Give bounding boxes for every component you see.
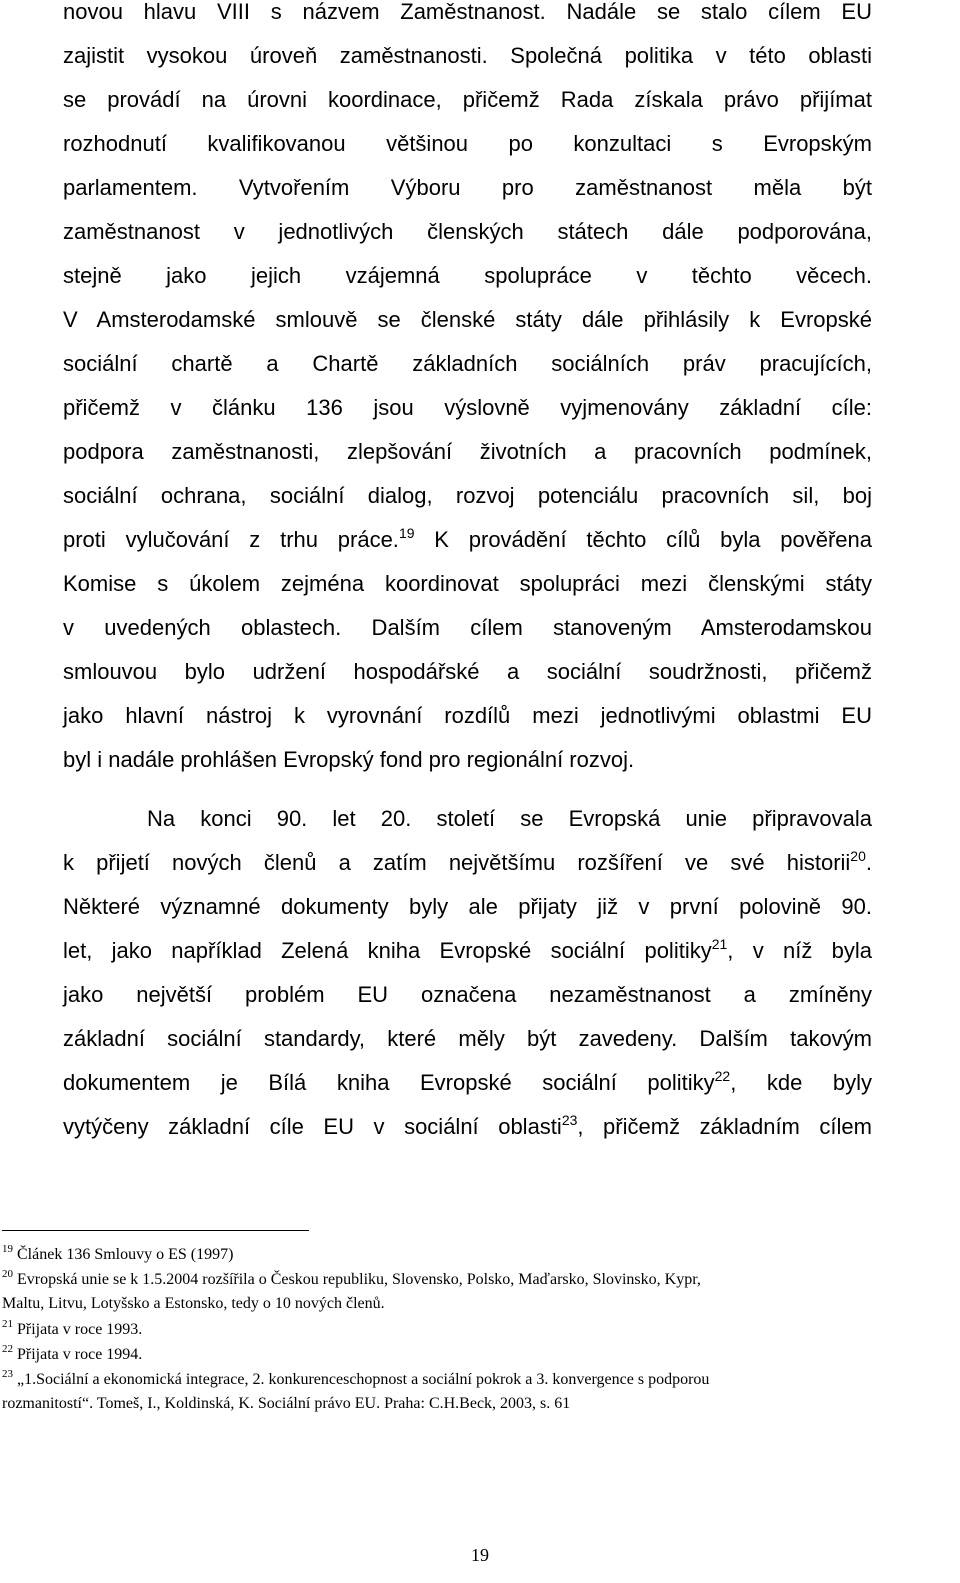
body-line-text: vytýčeny základní cíle EU v sociální oblasti xyxy=(63,1114,562,1139)
body-line: Některé významné dokumenty byly ale přijaty již v první polovině 90. xyxy=(63,894,872,919)
footnote-20-cont: Maltu, Litvu, Lotyšsko a Estonsko, tedy o 10 nových členů. xyxy=(2,1295,385,1312)
footnote-separator xyxy=(2,1230,309,1231)
footnote-ref-22[interactable]: 22 xyxy=(714,1068,731,1084)
body-line-text: k přijetí nových členů a zatím největšímu rozšíření ve své historii xyxy=(63,850,851,875)
footnote-text: Článek 136 Smlouvy o ES (1997) xyxy=(17,1246,234,1263)
footnote-text: „1.Sociální a ekonomická integrace, 2. konkurenceschopnost a sociální pokrok a 3. konvergence s podporou xyxy=(17,1371,710,1388)
body-line xyxy=(63,849,872,877)
body-line: byl i nadále prohlášen Evropský fond pro regionální rozvoj. xyxy=(63,747,635,772)
body-line: jako největší problém EU označena nezaměstnanost a zmíněny xyxy=(63,982,872,1007)
body-line: Komise s úkolem zejména koordinovat spolupráci mezi členskými státy xyxy=(63,571,872,596)
footnote-22 xyxy=(2,1345,952,1365)
footnote-23 xyxy=(2,1370,952,1390)
body-line-text: proti vylučování z trhu práce. xyxy=(63,527,399,552)
body-line: v uvedených oblastech. Dalším cílem stanoveným Amsterodamskou xyxy=(63,615,872,640)
body-line xyxy=(63,1069,872,1097)
body-line-text: , přičemž základním cílem xyxy=(577,1114,872,1139)
footnote-text: Přijata v roce 1994. xyxy=(17,1346,143,1363)
footnote-ref-19[interactable]: 19 xyxy=(398,525,415,541)
footnote-text: Evropská unie se k 1.5.2004 rozšířila o Českou republiku, Slovensko, Polsko, Maďarsko, Slovinsko, Kypr, xyxy=(17,1271,701,1288)
footnote-number: 23 xyxy=(2,1368,13,1380)
footnote-number: 21 xyxy=(2,1318,13,1330)
body-line: sociální ochrana, sociální dialog, rozvoj potenciálu pracovních sil, boj xyxy=(63,483,872,508)
footnote-23-cont: rozmanitostí“. Tomeš, I., Koldinská, K. Sociální právo EU. Praha: C.H.Beck, 2003, s. 61 xyxy=(2,1395,571,1412)
footnote-19 xyxy=(2,1245,952,1265)
body-line xyxy=(63,1113,872,1141)
body-line: základní sociální standardy, které měly být zavedeny. Dalším takovým xyxy=(63,1026,872,1051)
body-line xyxy=(63,937,872,965)
body-line: V Amsterodamské smlouvě se členské státy dále přihlásily k Evropské xyxy=(63,307,872,332)
footnote-ref-20[interactable]: 20 xyxy=(850,848,866,864)
footnote-text: Přijata v roce 1993. xyxy=(17,1321,143,1338)
body-line: stejně jako jejich vzájemná spolupráce v těchto věcech. xyxy=(63,263,872,288)
body-line-text: , v níž byla xyxy=(727,938,873,963)
body-line: se provádí na úrovni koordinace, přičemž Rada získala právo přijímat xyxy=(63,87,872,112)
body-line-text: , kde byly xyxy=(730,1070,872,1095)
footnote-number: 22 xyxy=(2,1343,13,1355)
body-line: sociální chartě a Chartě základních sociálních práv pracujících, xyxy=(63,351,872,376)
body-line: zajistit vysokou úroveň zaměstnanosti. Společná politika v této oblasti xyxy=(63,43,872,68)
footnote-21 xyxy=(2,1320,952,1340)
body-line: novou hlavu VIII s názvem Zaměstnanost. Nadále se stalo cílem EU xyxy=(63,0,872,24)
body-line-text: . xyxy=(865,850,872,875)
footnote-ref-23[interactable]: 23 xyxy=(561,1112,578,1128)
body-line: podpora zaměstnanosti, zlepšování životních a pracovních podmínek, xyxy=(63,439,872,464)
body-line: parlamentem. Vytvořením Výboru pro zaměstnanost měla být xyxy=(63,175,872,200)
footnote-number: 20 xyxy=(2,1268,13,1280)
body-line: smlouvou bylo udržení hospodářské a sociální soudržnosti, přičemž xyxy=(63,659,872,684)
footnote-ref-21[interactable]: 21 xyxy=(711,936,728,952)
body-line-text: let, jako například Zelená kniha Evropské sociální politiky xyxy=(63,938,712,963)
body-line: zaměstnanost v jednotlivých členských státech dále podporována, xyxy=(63,219,872,244)
body-line-text: dokumentem je Bílá kniha Evropské sociální politiky xyxy=(63,1070,715,1095)
body-line xyxy=(63,526,872,554)
body-line-text: K provádění těchto cílů byla pověřena xyxy=(414,527,872,552)
body-line: Na konci 90. let 20. století se Evropská unie připravovala xyxy=(147,806,872,831)
page-number: 19 xyxy=(471,1545,489,1565)
footnote-20 xyxy=(2,1270,952,1290)
body-line: přičemž v článku 136 jsou výslovně vyjmenovány základní cíle: xyxy=(63,395,872,420)
body-line: jako hlavní nástroj k vyrovnání rozdílů mezi jednotlivými oblastmi EU xyxy=(63,703,872,728)
body-line: rozhodnutí kvalifikovanou většinou po konzultaci s Evropským xyxy=(63,131,872,156)
footnote-number: 19 xyxy=(2,1243,13,1255)
